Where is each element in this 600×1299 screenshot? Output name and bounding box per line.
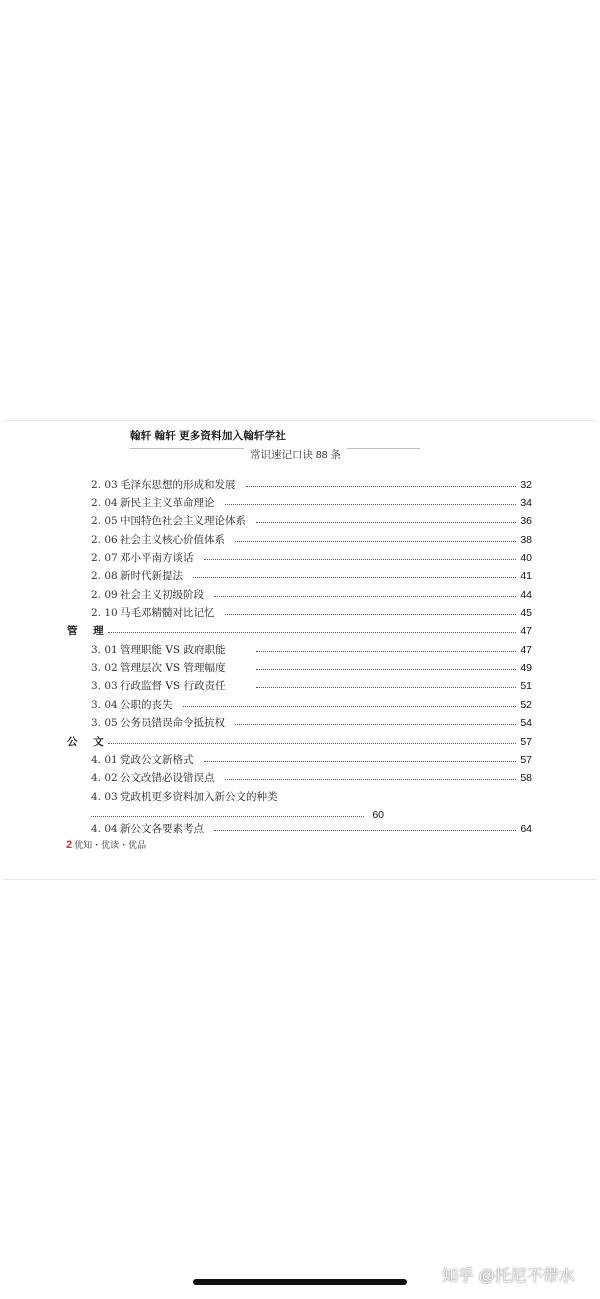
toc-entry[interactable] xyxy=(0,659,600,677)
toc-entry[interactable] xyxy=(0,714,600,732)
toc-entry-title: 党政机更多资料加入新公文的种类 xyxy=(120,788,284,806)
zhihu-watermark: 知乎 @托尼不带水 xyxy=(442,1268,575,1285)
toc-entry[interactable] xyxy=(0,641,600,659)
toc-section[interactable] xyxy=(0,622,600,640)
toc-entry-title: 新公文各要素考点 xyxy=(120,820,210,838)
toc-entry[interactable] xyxy=(0,586,600,604)
toc-leader-dots xyxy=(108,743,516,744)
toc-entry-number: 2. 03 xyxy=(91,479,118,491)
toc-leader-dots xyxy=(225,614,517,615)
toc-leader-dots xyxy=(204,761,517,762)
toc-entry-title: 新时代新提法 xyxy=(120,567,189,585)
toc-entry-number: 3. 01 xyxy=(91,644,118,656)
toc-entry-title: 公文改错必设错误点 xyxy=(120,769,221,787)
toc-section[interactable] xyxy=(0,733,600,751)
toc-entry-title: 新民主主义革命理论 xyxy=(120,494,221,512)
toc-entry-title: 毛泽东思想的形成和发展 xyxy=(120,476,242,494)
toc-entry-title: 管理层次 VS 管理幅度 xyxy=(120,659,231,677)
running-head-title: 常识速记口诀 88 条 xyxy=(244,447,347,462)
toc-entry-number: 3. 04 xyxy=(91,699,118,711)
toc-entry[interactable] xyxy=(0,604,600,622)
toc-entry[interactable] xyxy=(0,820,600,838)
toc-entry[interactable] xyxy=(0,677,600,695)
toc-entry[interactable] xyxy=(0,494,600,512)
toc-leader-dots xyxy=(256,651,516,652)
toc-entry-title: 公务员错误命令抵抗权 xyxy=(120,714,231,732)
toc-entry-number: 4. 03 xyxy=(91,791,118,803)
toc-entry[interactable] xyxy=(0,696,600,714)
toc-entry-number: 2. 04 xyxy=(91,497,118,509)
toc-entry-number: 4. 02 xyxy=(91,772,118,784)
footer-page-number: 2 xyxy=(66,839,73,851)
toc-entry[interactable] xyxy=(0,751,600,769)
toc-entry-number: 4. 04 xyxy=(91,823,118,835)
toc-leader-dots xyxy=(193,577,516,578)
toc-page-number: 32 xyxy=(517,476,532,494)
toc-entry-title: 邓小平南方谈话 xyxy=(120,549,200,567)
toc-entry[interactable] xyxy=(0,512,600,530)
toc-page-number: 64 xyxy=(517,820,532,838)
watermark-header: 翰轩 翰轩 更多资料加入翰轩学社 xyxy=(130,430,287,442)
toc-entry-number: 2. 09 xyxy=(91,589,118,601)
toc-page-number: 60 xyxy=(369,806,384,824)
toc-entry[interactable] xyxy=(0,769,600,787)
toc-page-number: 47 xyxy=(517,641,532,659)
toc-entry-title: 行政监督 VS 行政责任 xyxy=(120,677,231,695)
toc-entry-title: 社会主义初级阶段 xyxy=(120,586,210,604)
toc-leader-dots xyxy=(256,669,516,670)
toc-page-number: 49 xyxy=(517,659,532,677)
toc-page-number: 54 xyxy=(517,714,532,732)
toc-page-number: 57 xyxy=(517,733,532,751)
home-indicator[interactable] xyxy=(193,1279,407,1285)
toc-entry[interactable] xyxy=(0,567,600,585)
toc-leader-dots xyxy=(214,596,516,597)
toc-entry[interactable] xyxy=(0,549,600,567)
toc-entry-number: 3. 03 xyxy=(91,680,118,692)
toc-leader-dots xyxy=(108,632,516,633)
toc-page-number: 40 xyxy=(517,549,532,567)
toc-section-title: 管 理 xyxy=(67,622,116,640)
toc-page-number: 44 xyxy=(517,586,532,604)
toc-page-number: 36 xyxy=(517,512,532,530)
toc-entry[interactable] xyxy=(0,531,600,549)
toc-entry[interactable] xyxy=(0,476,600,494)
toc-page-number: 58 xyxy=(517,769,532,787)
footer-logo xyxy=(66,838,146,851)
toc-page-number: 47 xyxy=(517,622,532,640)
toc-entry-title: 马毛邓精髓对比记忆 xyxy=(120,604,221,622)
toc-entry-title: 管理职能 VS 政府职能 xyxy=(120,641,231,659)
toc-leader-dots xyxy=(183,706,517,707)
toc-leader-dots xyxy=(91,816,364,817)
toc-leader-dots xyxy=(225,504,517,505)
toc-leader-dots xyxy=(204,559,517,560)
toc-page-number: 38 xyxy=(517,531,532,549)
toc-entry-number: 2. 10 xyxy=(91,607,118,619)
toc-entry-number: 2. 05 xyxy=(91,515,118,527)
toc-entry-number: 2. 06 xyxy=(91,534,118,546)
toc-leader-dots xyxy=(214,830,516,831)
toc-page-number: 51 xyxy=(517,677,532,695)
footer-slogan: 优知・优读・优品 xyxy=(74,840,147,850)
toc-entry-number: 4. 01 xyxy=(91,754,118,766)
toc-leader-dots xyxy=(225,779,517,780)
toc-leader-dots xyxy=(246,486,517,487)
toc-leader-dots xyxy=(256,687,516,688)
toc-entry-number: 2. 08 xyxy=(91,570,118,582)
toc-page-number: 45 xyxy=(517,604,532,622)
toc-entry-title: 公职的丧失 xyxy=(120,696,179,714)
toc-page-number: 52 xyxy=(517,696,532,714)
toc-entry-title: 社会主义核心价值体系 xyxy=(120,531,231,549)
toc-entry-number: 3. 02 xyxy=(91,662,118,674)
toc-page-number: 41 xyxy=(517,567,532,585)
toc-entry[interactable] xyxy=(0,788,600,821)
toc-section-title: 公 文 xyxy=(67,733,116,751)
toc-entry-title: 党政公文新格式 xyxy=(120,751,200,769)
toc-leader-dots xyxy=(256,522,516,523)
toc-entry-number: 2. 07 xyxy=(91,552,118,564)
toc-entry-number: 3. 05 xyxy=(91,717,118,729)
toc-leader-dots xyxy=(235,724,516,725)
toc-page-number: 34 xyxy=(517,494,532,512)
toc-page-number: 57 xyxy=(517,751,532,769)
toc-leader-dots xyxy=(235,541,516,542)
toc-entry-title: 中国特色社会主义理论体系 xyxy=(120,512,252,530)
